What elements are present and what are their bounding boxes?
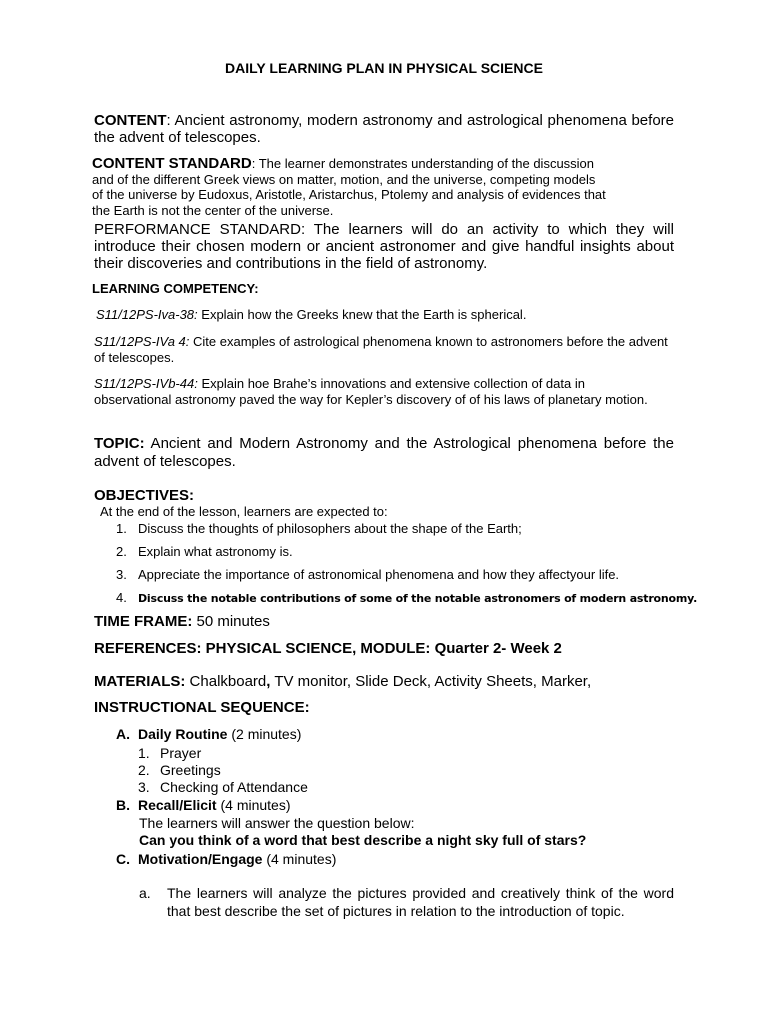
sequence-title: Recall/Elicit [138, 797, 217, 813]
objective-item [116, 567, 619, 582]
content-standard-line: and of the different Greek views on matter, motion, and the universe, competing models [92, 171, 596, 187]
objective-item [116, 544, 293, 559]
objective-number: 1. [116, 521, 127, 536]
content-standard-line: the Earth is not the center of the universe. [92, 202, 334, 218]
content-label: CONTENT [94, 112, 167, 129]
sequence-item-b [116, 797, 291, 813]
routine-number: 1. [138, 745, 150, 761]
materials [94, 673, 591, 690]
routine-text: Prayer [160, 745, 202, 761]
sequence-title: Motivation/Engage [138, 851, 263, 867]
materials-comma: , [266, 673, 271, 690]
content-text: : Ancient astronomy, modern astronomy and astrological phenomena before the advent of telescopes. [94, 112, 674, 146]
instructional-sequence-heading: INSTRUCTIONAL SEQUENCE: [94, 699, 310, 716]
routine-item [138, 762, 221, 778]
performance-standard-text: : The learners will do an activity to which they will introduce their chosen modern or ancient astronomer and give handful insights about their discoveries and contributions in the field of astronomy. [94, 221, 674, 272]
references [94, 640, 562, 657]
materials-item: Chalkboard [185, 673, 267, 690]
content-standard-line: : The learner demonstrates understanding of the discussion [251, 156, 595, 171]
competency-code: S11/12PS-Iva-38: [96, 307, 198, 322]
objective-item [116, 590, 697, 605]
recall-question: Can you think of a word that best describe a night sky full of stars? [139, 832, 587, 848]
performance-standard-section [94, 221, 674, 272]
content-standard-label: CONTENT STANDARD [92, 155, 252, 172]
objective-number: 2. [116, 544, 127, 559]
routine-number: 3. [138, 779, 150, 795]
routine-item [138, 745, 201, 761]
motivation-sub-letter: a. [139, 885, 151, 901]
references-value: Quarter 2- Week 2 [430, 640, 562, 657]
topic-label: TOPIC: [94, 435, 145, 452]
competency-text: Explain hoe Brahe’s innovations and extensive collection of data in observational astronomy paved the way for Kepler’s discovery of of his laws of planetary motion. [94, 376, 648, 407]
sequence-letter: B. [116, 797, 130, 813]
objectives-heading: OBJECTIVES: [94, 487, 195, 504]
sequence-item-c [116, 851, 336, 867]
objective-item [116, 521, 522, 536]
routine-number: 2. [138, 762, 150, 778]
document-title: DAILY LEARNING PLAN IN PHYSICAL SCIENCE [225, 60, 543, 76]
routine-text: Checking of Attendance [160, 779, 308, 795]
performance-standard-label: PERFORMANCE STANDARD [94, 221, 301, 238]
routine-item [138, 779, 308, 795]
time-frame-label: TIME FRAME: [94, 613, 193, 630]
recall-instruction: The learners will answer the question below: [139, 815, 415, 831]
objective-number: 3. [116, 567, 127, 582]
objective-text: Explain what astronomy is. [138, 544, 293, 559]
topic-section [94, 435, 674, 471]
routine-text: Greetings [160, 762, 221, 778]
time-frame [94, 613, 270, 630]
objectives-intro: At the end of the lesson, learners are expected to: [100, 504, 388, 519]
objective-text: Discuss the notable contributions of some of the notable astronomers of modern astronomy. [138, 592, 698, 605]
competency-item [94, 376, 654, 408]
learning-competency-heading: LEARNING COMPETENCY: [92, 281, 259, 296]
sequence-time: (2 minutes) [227, 726, 302, 742]
competency-code: S11/12PS-IVb-44: [94, 376, 198, 391]
topic-text: Ancient and Modern Astronomy and the Astrological phenomena before the advent of telescopes. [94, 435, 674, 470]
sequence-letter: A. [116, 726, 130, 742]
competency-text: Explain how the Greeks knew that the Earth is spherical. [197, 307, 527, 322]
competency-item [94, 334, 674, 366]
content-standard-line: of the universe by Eudoxus, Aristotle, Aristarchus, Ptolemy and analysis of evidences that [92, 187, 606, 202]
competency-item [96, 307, 676, 323]
objective-text: Appreciate the importance of astronomical phenomena and how they affectyour life. [138, 567, 620, 582]
objective-number: 4. [116, 590, 127, 605]
sequence-time: (4 minutes) [216, 797, 291, 813]
content-standard-section [92, 156, 692, 218]
time-frame-value: 50 minutes [192, 613, 270, 630]
sequence-title: Daily Routine [138, 726, 228, 742]
materials-rest: TV monitor, Slide Deck, Activity Sheets, Marker, [270, 673, 592, 690]
sequence-item-a [116, 726, 301, 742]
competency-text: Cite examples of astrological phenomena known to astronomers before the advent of telescopes. [94, 334, 668, 365]
content-section [94, 112, 674, 146]
materials-label: MATERIALS: [94, 673, 186, 690]
sequence-time: (4 minutes) [262, 851, 337, 867]
sequence-letter: C. [116, 851, 130, 867]
competency-code: S11/12PS-IVa 4: [94, 334, 190, 349]
objective-text: Discuss the thoughts of philosophers about the shape of the Earth; [138, 521, 522, 536]
references-label: REFERENCES: PHYSICAL SCIENCE, MODULE: [94, 640, 431, 657]
motivation-sub-text: The learners will analyze the pictures provided and creatively think of the word that best describe the set of pictures in relation to the introduction of topic. [167, 885, 674, 919]
